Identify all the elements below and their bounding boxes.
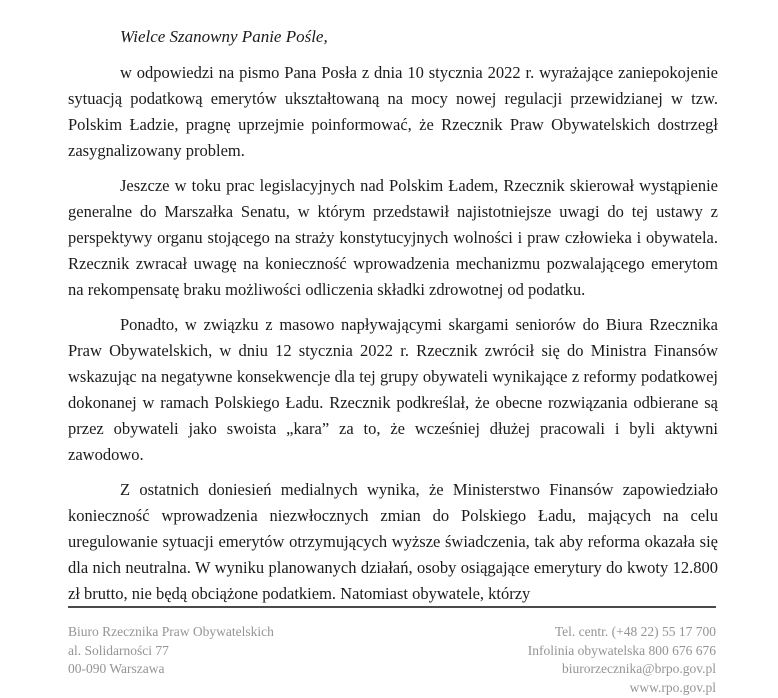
footer-columns — [68, 623, 716, 697]
footer-email: biurorzecznika@brpo.gov.pl — [561, 661, 716, 676]
footer-address-block — [68, 623, 274, 679]
letter-body — [68, 24, 718, 616]
paragraph-3: Ponadto, w związku z masowo napływającymi skargami seniorów do Biura Rzecznika Praw Obywatelskich, w dniu 12 stycznia 2022 r. Rzecznik zwrócił się do Ministra Finansów wskazując na negatywne konsekwencje dla tej grupy obywateli wynikające z reformy podatkowej dokonanej w ramach Polskiego Ładu. Rzecznik podkreślał, że obecne rozwiązania odbierane są przez obywateli jako swoista „kara” za to, że wcześniej dłużej pracowali i byli aktywni zawodowo. — [68, 315, 718, 464]
paragraph-1: w odpowiedzi na pismo Pana Posła z dnia 10 stycznia 2022 r. wyrażające zaniepokojenie sytuacją podatkową emerytów ukształtowaną na mocy nowej regulacji przewidzianej w tzw. Polskim Ładzie, pragnę uprzejmie poinformować, że Rzecznik Praw Obywatelskich dostrzegł zasygnalizowany problem. — [68, 63, 718, 160]
footer-website: www.rpo.gov.pl — [629, 679, 716, 695]
footer-contact-block — [528, 623, 716, 697]
footer-office-name: Biuro Rzecznika Praw Obywatelskich — [68, 624, 274, 639]
footer-street: al. Solidarności 77 — [68, 642, 169, 658]
footer-city: 00-090 Warszawa — [68, 661, 165, 676]
footer-infoline: Infolinia obywatelska 800 676 676 — [527, 642, 716, 658]
footer-divider — [68, 606, 716, 608]
paragraph-2: Jeszcze w toku prac legislacyjnych nad Polskim Ładem, Rzecznik skierował wystąpienie generalne do Marszałka Senatu, w którym przedstawił najistotniejsze uwagi do tej ustawy z perspektywy organu stojącego na straży konstytucyjnych wolności i praw człowieka i obywatela. Rzecznik zwracał uwagę na konieczność wprowadzenia mechanizmu pozwalającego emerytom na rekompensatę braku możliwości odliczenia składki zdrowotnej od podatku. — [68, 176, 718, 299]
footer-phone: Tel. centr. (+48 22) 55 17 700 — [554, 624, 716, 639]
salutation: Wielce Szanowny Panie Pośle, — [120, 27, 328, 46]
letter-footer — [68, 606, 716, 697]
paragraph-4: Z ostatnich doniesień medialnych wynika, że Ministerstwo Finansów zapowiedziało konieczność wprowadzenia niezwłocznych zmian do Polskiego Ładu, mających na celu uregulowanie sytuacji emerytów otrzymujących wyższe świadczenia, tak aby reforma okazała się dla nich neutralna. W wyniku planowanych działań, osoby osiągające emerytury do kwoty 12.800 zł brutto, nie będą obciążone podatkiem. Natomiast obywatele, którzy — [68, 480, 718, 603]
